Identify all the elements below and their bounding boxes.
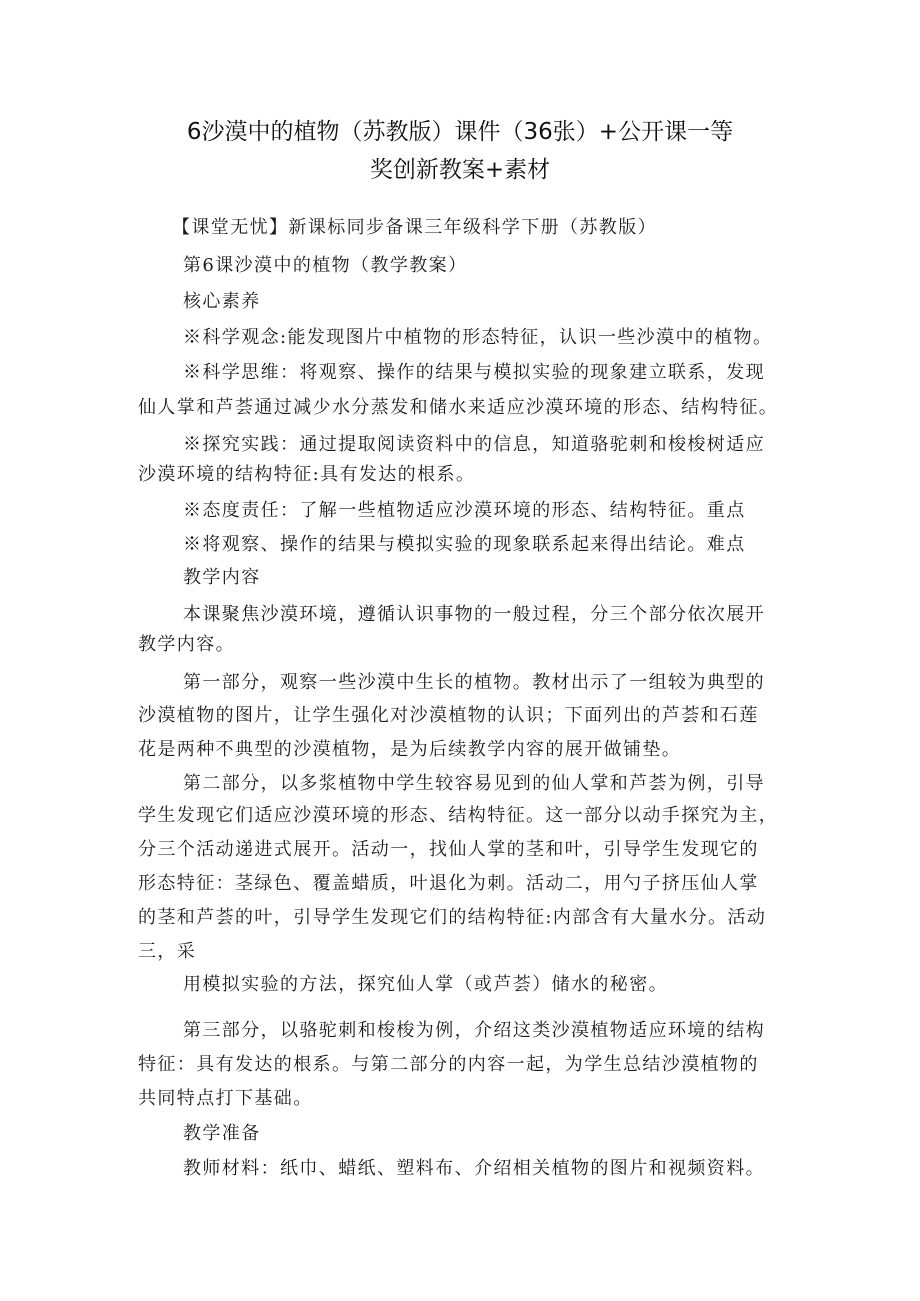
paragraph-line: ※态度责任：了解一些植物适应沙漠环境的形态、结构特征。重点 xyxy=(183,500,746,521)
paragraph-line: 分三个活动递进式展开。活动一，找仙人掌的茎和叶，引导学生发现它的 xyxy=(138,839,759,860)
paragraph-line: 共同特点打下基础。 xyxy=(138,1088,313,1109)
paragraph-line: 沙漠植物的图片，让学生强化对沙漠植物的认识；下面列出的芦荟和石莲 xyxy=(138,705,759,726)
paragraph-line: ※将观察、操作的结果与模拟实验的现象联系起来得出结论。难点 xyxy=(183,534,746,555)
paragraph-line: 第二部分，以多浆植物中学生较容易见到的仙人掌和芦荟为例，引导 xyxy=(183,773,765,794)
paragraph-line: 教师材料：纸巾、蜡纸、塑料布、介绍相关植物的图片和视频资料。 xyxy=(183,1158,765,1179)
paragraph-line: 特征：具有发达的根系。与第二部分的内容一起，为学生总结沙漠植物的 xyxy=(138,1054,759,1075)
section-heading: 核心素养 xyxy=(183,291,261,312)
paragraph-line: 学生发现它们适应沙漠环境的形态、结构特征。这一部分以动手探究为主， xyxy=(138,805,779,826)
header-line: 【课堂无忧】新课标同步备课三年级科学下册（苏教版） xyxy=(172,217,657,238)
paragraph-line: 花是两种不典型的沙漠植物，是为后续教学内容的展开做铺垫。 xyxy=(138,739,682,760)
paragraph-line: 沙漠环境的结构特征:具有发达的根系。 xyxy=(138,464,476,485)
paragraph-line: 第一部分，观察一些沙漠中生长的植物。教材出示了一组较为典型的 xyxy=(183,672,765,693)
section-heading: 教学准备 xyxy=(183,1123,261,1144)
document-title-line-2: 奖创新教案+素材 xyxy=(369,157,551,183)
paragraph-line: ※科学观念:能发现图片中植物的形态特征，认识一些沙漠中的植物。 xyxy=(183,327,773,348)
paragraph-line: 形态特征：茎绿色、覆盖蜡质，叶退化为刺。活动二，用勺子挤压仙人掌 xyxy=(138,873,759,894)
paragraph-line: ※科学思维：将观察、操作的结果与模拟实验的现象建立联系，发现 xyxy=(183,362,765,383)
paragraph-line: 本课聚焦沙漠环境，遵循认识事物的一般过程，分三个部分依次展开 xyxy=(183,604,765,625)
paragraph-line: 用模拟实验的方法，探究仙人掌（或芦荟）储水的秘密。 xyxy=(183,974,668,995)
paragraph-line: 教学内容。 xyxy=(138,634,235,655)
paragraph-line: 三，采 xyxy=(138,941,197,962)
paragraph-line: 仙人掌和芦荟通过减少水分蒸发和储水来适应沙漠环境的形态、结构特征。 xyxy=(138,397,779,418)
paragraph-line: ※探究实践：通过提取阅读资料中的信息，知道骆驼刺和梭梭树适应 xyxy=(183,434,765,455)
lesson-title: 第6课沙漠中的植物（教学教案） xyxy=(183,255,468,276)
paragraph-line: 的茎和芦荟的叶，引导学生发现它们的结构特征:内部含有大量水分。活动 xyxy=(138,907,767,928)
section-heading: 教学内容 xyxy=(183,567,261,588)
paragraph-line: 第三部分，以骆驼刺和梭梭为例，介绍这类沙漠植物适应环境的结构 xyxy=(183,1020,765,1041)
document-title-line-1: 6沙漠中的植物（苏教版）课件（36张）+公开课一等 xyxy=(186,119,734,145)
